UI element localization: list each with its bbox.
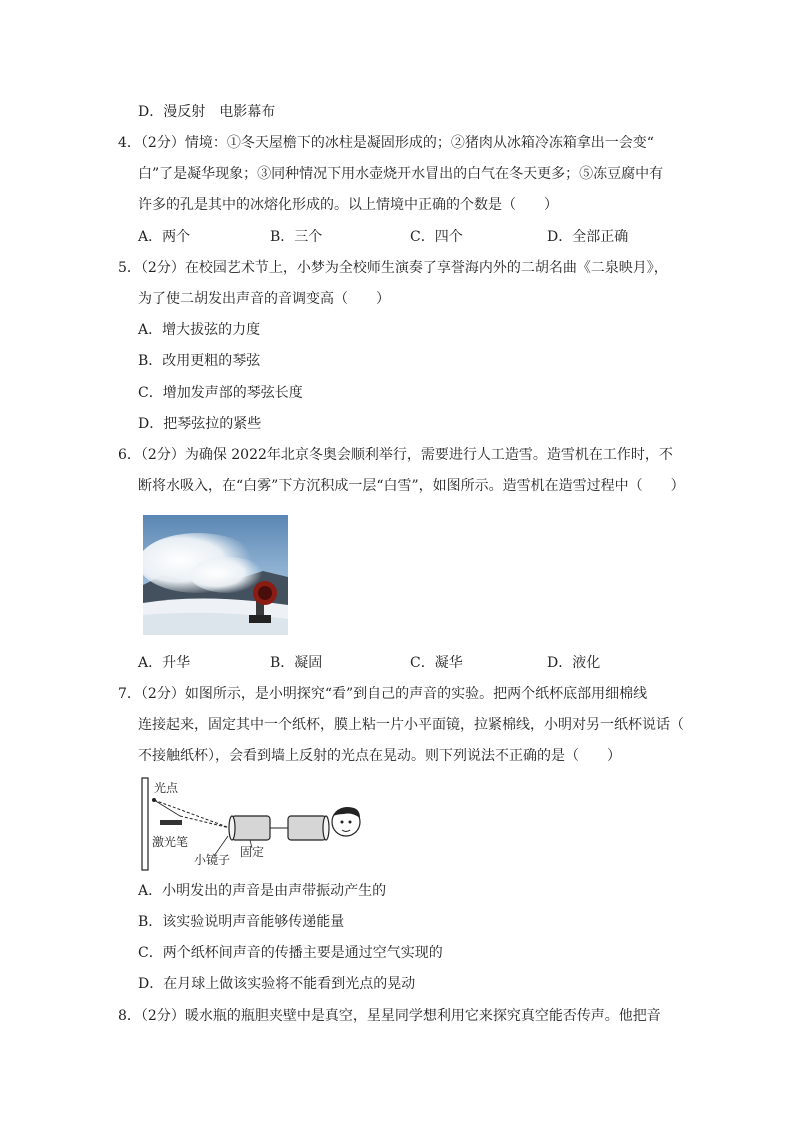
q5-text-line2: 为了使二胡发出声音的音调变高（ ） bbox=[138, 291, 390, 307]
q4-option-b: B．三个 bbox=[270, 229, 323, 245]
q6-option-c: C．凝华 bbox=[410, 655, 463, 671]
q7-option-d: D．在月球上做该实验将不能看到光点的晃动 bbox=[138, 976, 416, 992]
q4-text-line2: 白”了是凝华现象；③同种情况下用水壶烧开水冒出的白气在冬天更多；⑤冻豆腐中有 bbox=[138, 166, 664, 182]
q4-option-a: A．两个 bbox=[138, 229, 191, 245]
q6-option-b: B．凝固 bbox=[270, 655, 323, 671]
q6-option-d: D．液化 bbox=[547, 655, 601, 671]
paper-cup-speaking bbox=[288, 816, 326, 840]
q4-text-line3: 许多的孔是其中的冰熔化形成的。以上情境中正确的个数是（ ） bbox=[138, 197, 558, 213]
q7-text-line3: 不接触纸杯），会看到墙上反射的光点在晃动。则下列说法不正确的是（ ） bbox=[138, 748, 621, 764]
q7-text-line2: 连接起来，固定其中一个纸杯，膜上粘一片小平面镜，拉紧棉线，小明对另一纸杯说话（ bbox=[138, 717, 684, 733]
q8-text-line1: 8．（2分）暖水瓶的瓶胆夹壁中是真空，星星同学想利用它来探究真空能否传声。他把音 bbox=[118, 1008, 661, 1024]
q5-option-d: D．把琴弦拉的紧些 bbox=[138, 416, 262, 432]
q5-text-line1: 5．（2分）在校园艺术节上，小梦为全校师生演奏了享誉海内外的二胡名曲《二泉映月》， bbox=[118, 260, 668, 276]
laser-pen bbox=[160, 820, 182, 825]
q7-text-line1: 7．（2分）如图所示，是小明探究“看”到自己的声音的实验。把两个纸杯底部用细棉线 bbox=[118, 686, 648, 702]
snowmaker-photo bbox=[143, 515, 288, 635]
label-fixed: 固定 bbox=[240, 845, 265, 859]
q5-option-c: C．增加发声部的琴弦长度 bbox=[138, 385, 303, 401]
q6-option-a: A．升华 bbox=[138, 655, 191, 671]
label-small-mirror: 小镜子 bbox=[194, 853, 231, 867]
q7-option-b: B．该实验说明声音能够传递能量 bbox=[138, 914, 345, 930]
q5-option-b: B．改用更粗的琴弦 bbox=[138, 353, 261, 369]
q5-option-a: A．增大拔弦的力度 bbox=[138, 322, 261, 338]
q4-option-d: D．全部正确 bbox=[547, 229, 629, 245]
wall bbox=[142, 778, 148, 870]
cup-experiment-diagram bbox=[140, 776, 380, 876]
q7-option-c: C．两个纸杯间声音的传播主要是通过空气实现的 bbox=[138, 945, 443, 961]
label-laser-pen: 激光笔 bbox=[152, 835, 189, 849]
q3-option-d: D．漫反射 电影幕布 bbox=[138, 104, 276, 120]
paper-cup-fixed bbox=[232, 816, 270, 840]
q7-option-a: A．小明发出的声音是由声带振动产生的 bbox=[138, 883, 387, 899]
label-light-spot: 光点 bbox=[154, 781, 179, 795]
q6-text-line1: 6．（2分）为确保 2022年北京冬奥会顺利举行，需要进行人工造雪。造雪机在工作时，不 bbox=[118, 447, 673, 463]
q4-option-c: C．四个 bbox=[410, 229, 463, 245]
q6-text-line2: 断将水吸入，在“白雾”下方沉积成一层“白雪”，如图所示。造雪机在造雪过程中（ ） bbox=[138, 478, 685, 494]
q4-text-line1: 4．（2分）情境：①冬天屋檐下的冰柱是凝固形成的；②猪肉从冰箱冷冻箱拿出一会变“ bbox=[118, 135, 654, 151]
